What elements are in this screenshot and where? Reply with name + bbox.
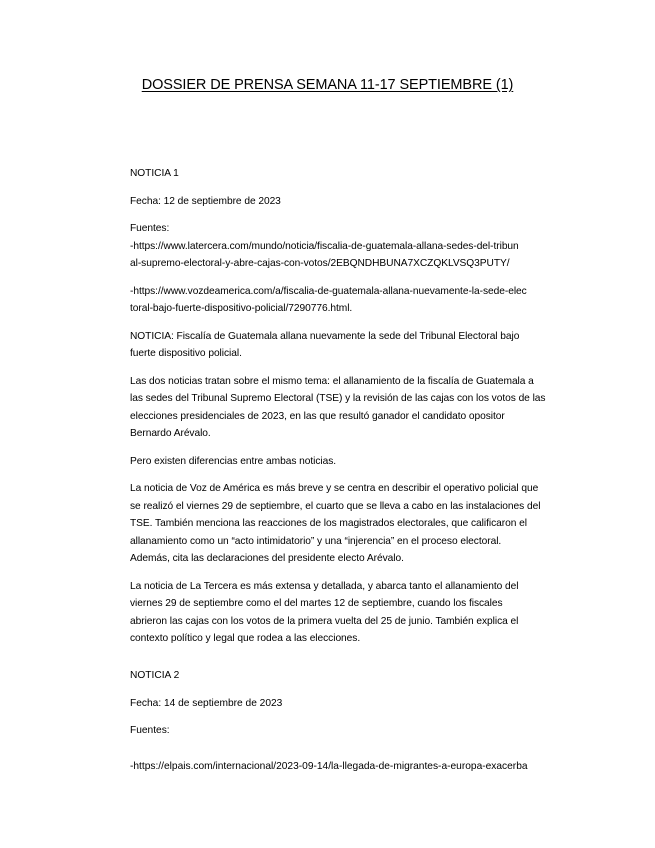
source-link-elpais-line-1: -https://elpais.com/internacional/2023-09-14/la-llegada-de-migrantes-a-europa-exacerba: [130, 760, 528, 772]
titular-line-2: fuerte dispositivo policial.: [130, 348, 242, 359]
paragraph-line: La noticia de Voz de América es más breve y se centra en describir el operativo policial que: [130, 483, 539, 494]
paragraph-line: Bernardo Arévalo.: [130, 428, 211, 439]
noticia-2-fecha: Fecha: 14 de septiembre de 2023: [130, 697, 283, 709]
noticia-1-heading: NOTICIA 1: [130, 168, 179, 179]
noticia-2-fuente-1: [130, 758, 570, 776]
source-link-latercera-line-1: -https://www.latercera.com/mundo/noticia/fiscalia-de-guatemala-allana-sedes-del-tribun: [130, 240, 519, 252]
paragraph-line: elecciones presidenciales de 2023, en las que resultó ganador el candidato opositor: [130, 410, 505, 422]
paragraph-line: contexto político y legal que rodea a las elecciones.: [130, 633, 361, 644]
fuentes-label: Fuentes:: [130, 223, 170, 234]
source-link-latercera-line-2: al-supremo-electoral-y-abre-cajas-con-votos/2EBQNDHBUNA7XCZQKLVSQ3PUTY/: [130, 258, 510, 269]
paragraph-line: las sedes del Tribunal Supremo Electoral (TSE) y la revisión de las cajas con los votos de las: [130, 393, 546, 404]
noticia-1-fecha: Fecha: 12 de septiembre de 2023: [130, 195, 281, 207]
noticia-1-fuentes: [130, 220, 570, 273]
paragraph-line: abrieron las cajas con los votos de la primera vuelta del 25 de junio. También explica el: [130, 615, 519, 627]
noticia-1-section: [130, 165, 570, 658]
noticia-1-fuente-2: [130, 283, 570, 318]
document-title: DOSSIER DE PRENSA SEMANA 11-17 SEPTIEMBRE (1): [141, 77, 514, 93]
paragraph-line: TSE. También menciona las reacciones de los magistrados electorales, que calificaron el: [130, 518, 527, 529]
paragraph-line: allanamiento como un “acto intimidatorio” y una “injerencia” en el proceso electoral.: [130, 535, 502, 547]
paragraph-diferencias: Pero existen diferencias entre ambas noticias.: [130, 455, 337, 467]
noticia-1-titular: [130, 328, 570, 363]
paragraph-voz-de-america: [130, 480, 570, 568]
noticia-2-section: [130, 667, 570, 785]
source-link-vozdeamerica-line-2: toral-bajo-fuerte-dispositivo-policial/7290776.html.: [130, 303, 353, 314]
paragraph-line: Las dos noticias tratan sobre el mismo tema: el allanamiento de la fiscalía de Guatemala a: [130, 375, 534, 387]
paragraph-line: viernes 29 de septiembre como el del martes 12 de septiembre, cuando los fiscales: [130, 598, 503, 609]
noticia-2-fuentes-label: Fuentes:: [130, 725, 170, 736]
noticia-2-heading: NOTICIA 2: [130, 670, 180, 681]
titular-line-1: NOTICIA: Fiscalía de Guatemala allana nuevamente la sede del Tribunal Electoral bajo: [130, 330, 520, 342]
paragraph-line: se realizó el viernes 29 de septiembre, el cuarto que se lleva a cabo en las instalaciones del: [130, 500, 541, 512]
paragraph-la-tercera: [130, 578, 570, 648]
paragraph-line: Además, cita las declaraciones del presidente electo Arévalo.: [130, 553, 404, 564]
paragraph-line: La noticia de La Tercera es más extensa y detallada, y abarca tanto el allanamiento del: [130, 580, 519, 592]
paragraph-tema: [130, 373, 570, 443]
source-link-vozdeamerica-line-1: -https://www.vozdeamerica.com/a/fiscalia-de-guatemala-allana-nuevamente-la-sede-elec: [130, 285, 527, 297]
